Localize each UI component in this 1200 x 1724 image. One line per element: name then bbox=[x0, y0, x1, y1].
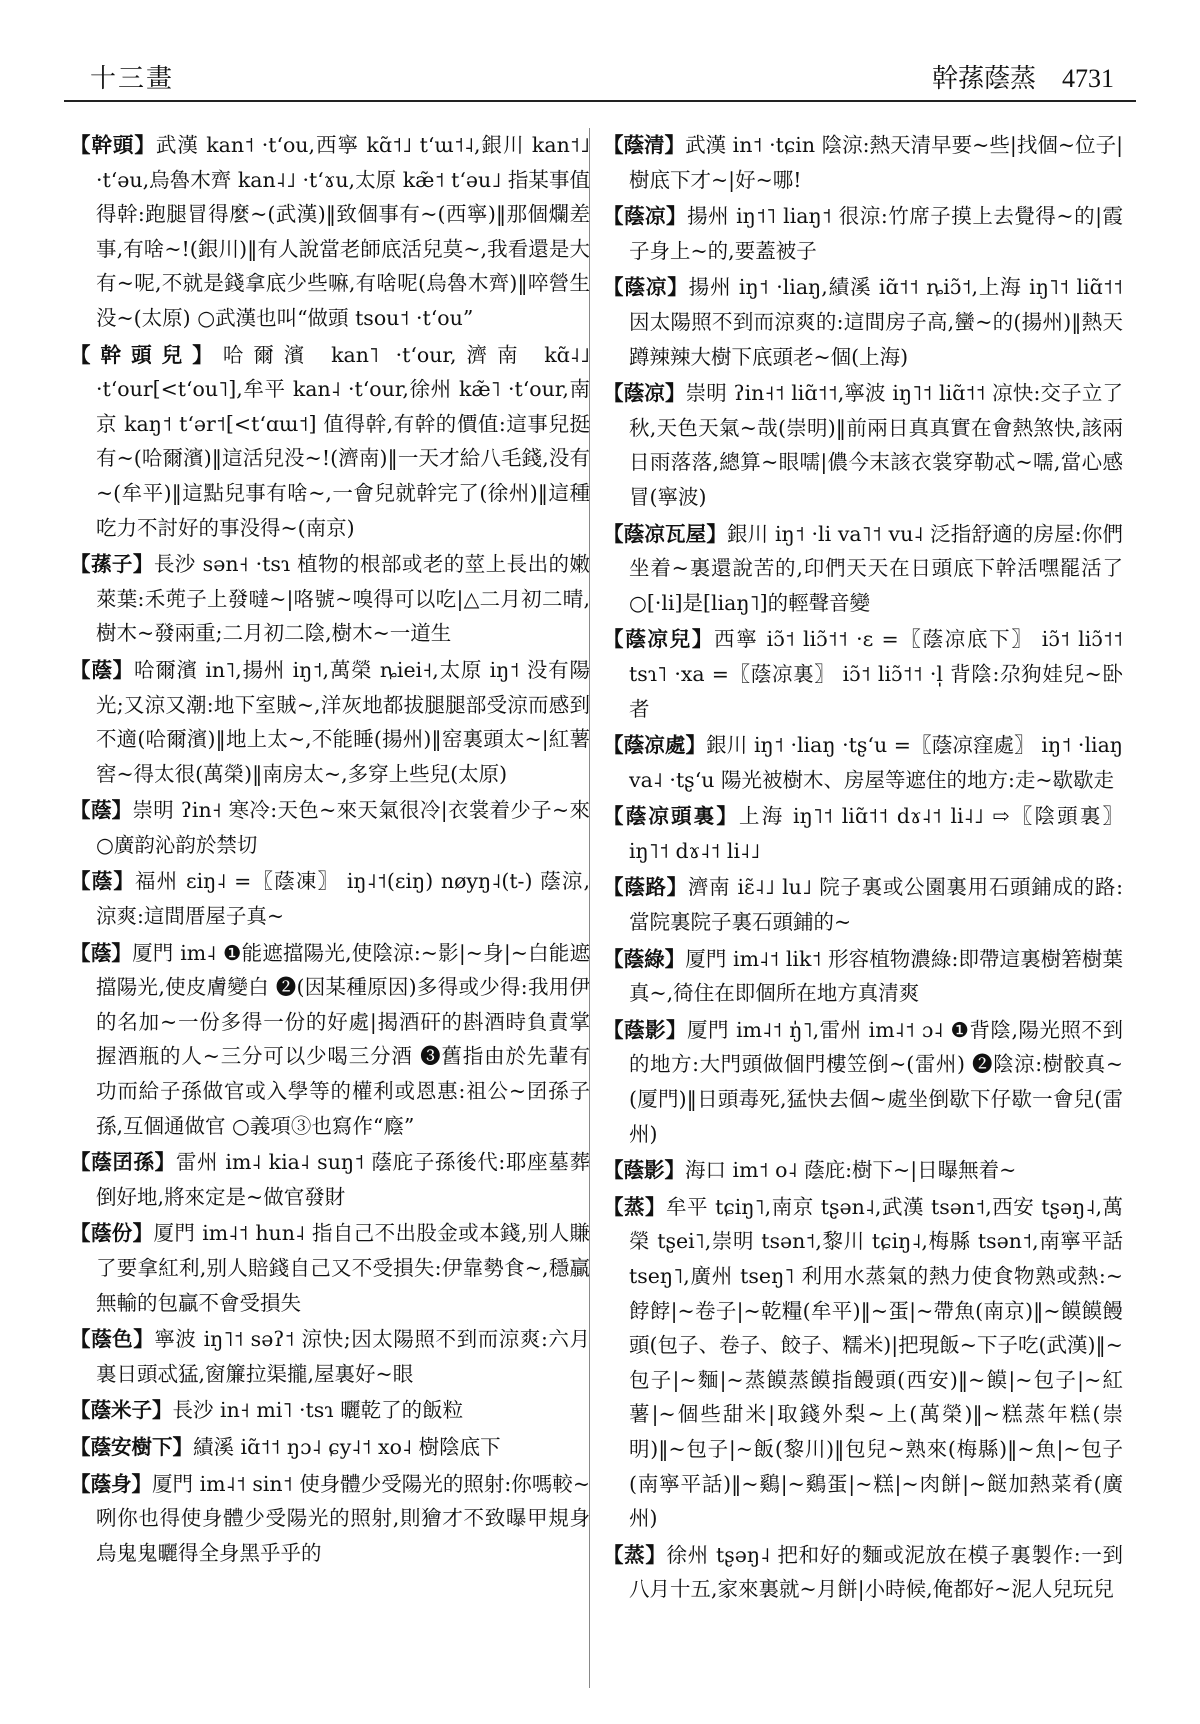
dictionary-entry bbox=[70, 338, 590, 546]
dictionary-entry bbox=[603, 1153, 1123, 1188]
entry-headword: 【蒸】 bbox=[603, 1542, 667, 1567]
entry-headword: 【蔭凉處】 bbox=[603, 733, 707, 758]
header-right bbox=[932, 58, 1114, 95]
entry-headword: 【蔭色】 bbox=[70, 1327, 155, 1352]
entry-definition: 寧波 iŋ˥˦ səʔ˦ 涼快;因太陽照不到而涼爽:六月裏日頭忒猛,窗簾拉渠攏,屋裏好~眼 bbox=[96, 1327, 591, 1386]
dictionary-entry bbox=[603, 517, 1123, 621]
entry-headword: 【蒸】 bbox=[603, 1194, 667, 1219]
entry-headword: 【蔭米子】 bbox=[70, 1398, 173, 1423]
entry-headword: 【蓀子】 bbox=[70, 552, 154, 577]
entry-definition: 長沙 sən˧ ·tsɿ 植物的根部或老的莖上長出的嫩萊葉:禾蔸子上發噠~|咯號~嗅得可以吃|△二月初二晴,樹木~發兩重;二月初二陰,樹木~一道生 bbox=[96, 552, 590, 646]
dictionary-entry bbox=[70, 793, 590, 862]
dictionary-entry bbox=[603, 1538, 1123, 1607]
dictionary-entry bbox=[603, 1190, 1123, 1536]
entry-headword: 【蔭】 bbox=[70, 869, 135, 894]
entry-definition: 崇明 ʔin˧˦ liɑ̃˦˦,寧波 iŋ˥˦ liɑ̃˦˦ 凉快:交子立了秋,天色天氣~哉(崇明)‖前兩日真真實在會熱煞快,該兩日雨落落,總算~眼嚅|儂今末該衣裳穿勒忒~嚅,當心感冒(寧波) bbox=[629, 381, 1123, 509]
entry-definition: 厦門 im˨˦ ŋ̍˥,雷州 im˨˦ ɔ˨ ❶背陰,陽光照不到的地方:大門頭做個門樓笠倒~(雷州) ❷陰涼:樹骹真~(厦門)‖日頭毒死,猛快去個~處坐倒歇下仔歇一會兒(雷州) bbox=[629, 1017, 1123, 1146]
dictionary-entry bbox=[603, 870, 1123, 939]
dictionary-entry bbox=[70, 1467, 590, 1571]
entry-headword: 【蔭清】 bbox=[603, 133, 686, 157]
entry-definition: 揚州 iŋ˦ ·liaŋ,績溪 iɑ̃˦˦ ȵiɔ̃˦,上海 iŋ˥˦ liɑ̃˦˦ 因太陽照不到而涼爽的:這間房子高,蠻~的(揚州)‖熱天蹲辣辣大樹下底頭老~個(上海) bbox=[629, 275, 1123, 369]
entry-definition: 福州 ɛiŋ˨ =〖蔭凍〗 iŋ˨˦(ɛiŋ) nøyŋ˨(t-) 蔭涼,涼爽:這間厝屋子真~ bbox=[96, 869, 591, 929]
entry-headword: 【蔭影】 bbox=[603, 1158, 685, 1183]
entry-definition: 上海 iŋ˥˦ liɑ̃˦˦ dɤ˨˦ li˨˩ ⇨〖陰頭裏〗 iŋ˥˦ dɤ˨˦ li˨˩ bbox=[629, 804, 1124, 863]
entry-headword: 【蔭凉瓦屋】 bbox=[603, 521, 727, 546]
column-divider bbox=[589, 128, 590, 1688]
entry-headword: 【蔭】 bbox=[70, 657, 135, 682]
dictionary-entry bbox=[70, 128, 590, 336]
entry-definition: 西寧 iɔ̃˦ liɔ̃˦˦ ·ɛ =〖蔭凉底下〗 iɔ̃˦ liɔ̃˦˦ tsɿ˥ ·xa =〖蔭凉裏〗 iɔ̃˦ liɔ̃˦˦ ·l̩ 背陰:尕狗娃兒~卧者 bbox=[629, 627, 1123, 721]
entry-definition: 績溪 iɑ̃˦˦ ŋɔ˨ ɕy˨˦ xo˨ 樹陰底下 bbox=[193, 1434, 501, 1459]
entry-definition: 武漢 kan˦ ·tʻou,西寧 kɑ̃˦˩ tʻɯ˦˨,銀川 kan˦˩ ·tʻəu,烏魯木齊 kan˨˩ ·tʻɤu,太原 kæ̃˦ tʻəu˩ 指某事值得幹:跑腿冒得麼~(武漢)‖致個事有~(西寧)‖那個爛差事,有啥~!(銀川)‖有人說當老師底活兒莫~,我看還是大有~呢,不就是錢拿底少些嘛,有啥呢(烏魯木齊)‖啐營生没~(太原) ○武漢也叫“做頭 tsou˦ ·tʻou” bbox=[96, 133, 591, 330]
dictionary-entry bbox=[603, 199, 1123, 268]
entry-headword: 【蔭凉】 bbox=[603, 275, 689, 300]
entry-headword: 【蔭凉】 bbox=[603, 204, 688, 229]
entry-headword: 【蔭身】 bbox=[70, 1471, 153, 1496]
dictionary-entry bbox=[70, 864, 590, 933]
header-title: 幹蓀蔭蒸 bbox=[931, 64, 1036, 94]
dictionary-entry bbox=[603, 942, 1123, 1011]
right-column bbox=[603, 128, 1123, 1609]
entry-headword: 【蔭綠】 bbox=[603, 946, 686, 971]
dictionary-entry bbox=[603, 622, 1123, 726]
entry-definition: 銀川 iŋ˦ ·liaŋ ·tʂʻu =〖蔭凉窪處〗 iŋ˦ ·liaŋ va˨ ·tʂʻu 陽光被樹木、房屋等遮住的地方:走~歇歇走 bbox=[629, 733, 1123, 792]
entry-definition: 揚州 iŋ˦˥ liaŋ˦ 很涼:竹席子摸上去覺得~的|霞子身上~的,要蓋被子 bbox=[629, 204, 1123, 263]
entry-definition: 海口 im˦ o˨ 蔭庇:樹下~|日曝無着~ bbox=[685, 1158, 1017, 1183]
entry-definition: 哈爾濱 in˥,揚州 iŋ˦,萬榮 ȵiei˧,太原 iŋ˦ 没有陽光;又涼又潮:地下室賊~,洋灰地都拔腿腿部受涼而感到不適(哈爾濱)‖地上太~,不能睡(揚州)‖窑裏頭太~|紅薯窖~得太很(萬榮)‖南房太~,多穿上些兒(太原) bbox=[96, 657, 591, 786]
dictionary-entry bbox=[603, 1013, 1123, 1151]
entry-definition: 厦門 im˨ ❶能遮擋陽光,使陰涼:~影|~身|~白能遮擋陽光,使皮膚變白 ❷(因某種原因)多得或少得:我用伊的名加~一份多得一份的好處|揭酒矸的斟酒時負責掌握酒瓶的人~三分可以少喝三分酒 ❸舊指由於先輩有功而給子孫做官或入學等的權利或恩惠:祖公~囝孫子孫,互個通做官 ○義項③也寫作“廕” bbox=[96, 940, 590, 1138]
dictionary-entry bbox=[70, 1322, 590, 1391]
entry-headword: 【蔭囝孫】 bbox=[70, 1150, 176, 1175]
entry-headword: 【幹頭兒】 bbox=[70, 342, 223, 367]
entry-definition: 雷州 im˨ kia˨ suŋ˦ 蔭庇子孫後代:耶座墓葬倒好地,將來定是~做官發財 bbox=[96, 1150, 590, 1209]
entry-headword: 【蔭安樹下】 bbox=[70, 1434, 193, 1459]
dictionary-entry bbox=[70, 936, 590, 1144]
entry-headword: 【蔭凉頭裏】 bbox=[603, 804, 740, 829]
entry-definition: 牟平 tɕiŋ˥,南京 tʂən˨,武漢 tsən˦,西安 tʂəŋ˨,萬榮 tʂei˥,崇明 tsən˦,黎川 tɕiŋ˨,梅縣 tsən˦,南寧平話 tseŋ˥,廣州 tseŋ˥ 利用水蒸氣的熱力使食物熟或熱:~餑餑|~卷子|~乾糧(牟平)‖~蛋|~帶魚(南京)‖~饃饃饅頭(包子、卷子、餃子、糯米)|把現飯~下子吃(武漢)‖~包子|~麵|~蒸饃蒸饃指饅頭(西安)‖~饃|~包子|~紅薯|~個些甜米|取錢外梨~上(萬榮)‖~糕蒸年糕(崇明)‖~包子|~飯(黎川)‖包兒~熟來(梅縣)‖~魚|~包子(南寧平話)‖~鷄|~鷄蛋|~糕|~肉餅|~餸加熱菜肴(廣州) bbox=[629, 1194, 1124, 1531]
section-label: 十三畫 bbox=[90, 64, 175, 94]
entry-definition: 濟南 iɛ̃˨˩ lu˩ 院子裏或公園裏用石頭鋪成的路:當院裏院子裏石頭鋪的~ bbox=[629, 875, 1124, 935]
entry-definition: 長沙 in˧ mi˥ ·tsɿ 曬乾了的飯粒 bbox=[172, 1398, 464, 1423]
page-number: 4731 bbox=[1062, 64, 1114, 93]
dictionary-entry bbox=[70, 1430, 590, 1465]
entry-headword: 【幹頭】 bbox=[70, 133, 156, 157]
entry-headword: 【蔭影】 bbox=[603, 1017, 688, 1042]
entry-headword: 【蔭凉兒】 bbox=[603, 627, 715, 652]
entry-definition: 哈爾濱 kan˥ ·tʻour,濟南 kɑ̃˨˩ ·tʻour[<tʻou˥],牟平 kan˨ ·tʻour,徐州 kæ̃˥ ·tʻour,南京 kaŋ˦ tʻər˦[<tʻɑɯ˦] 值得幹,有幹的價值:這事兒挺有~(哈爾濱)‖這活兒没~!(濟南)‖一天才給八毛錢,没有~(牟平)‖這點兒事有啥~,一會兒就幹完了(徐州)‖這種吃力不討好的事没得~(南京) bbox=[96, 342, 591, 540]
dictionary-entry bbox=[603, 128, 1123, 197]
entry-definition: 厦門 im˨˦ lik˦ 形容植物濃綠:即帶這裏樹箬樹葉真~,徛住在即個所在地方真清爽 bbox=[629, 946, 1123, 1006]
dictionary-entry bbox=[603, 799, 1123, 868]
entry-definition: 厦門 im˨˦ sin˦ 使身體少受陽光的照射:你嗎較~咧你也得使身體少受陽光的照射,則獪才不致曝甲規身烏鬼鬼曬得全身黑乎乎的 bbox=[96, 1471, 590, 1565]
entry-definition: 厦門 im˨˦ hun˨ 指自己不出股金或本錢,别人賺了要拿紅利,别人賠錢自己又不受損失:伊靠勢食~,穩贏無輸的包贏不會受損失 bbox=[96, 1221, 590, 1315]
dictionary-entry bbox=[603, 728, 1123, 797]
dictionary-entry bbox=[70, 1393, 590, 1428]
entry-headword: 【蔭】 bbox=[70, 940, 133, 965]
entry-definition: 武漢 in˦ ·tɕin 陰涼:熱天清早要~些|找個~位子|樹底下才~|好~哪! bbox=[629, 133, 1123, 192]
entry-headword: 【蔭凉】 bbox=[603, 381, 686, 406]
dictionary-entry bbox=[70, 547, 590, 651]
page-header bbox=[64, 50, 1136, 102]
dictionary-entry bbox=[70, 1216, 590, 1320]
entry-headword: 【蔭】 bbox=[70, 798, 133, 823]
dictionary-entry bbox=[70, 1145, 590, 1214]
left-column bbox=[70, 128, 590, 1572]
entry-definition: 銀川 iŋ˦ ·li va˥˦ vu˨ 泛指舒適的房屋:你們坐着~裏還說苦的,印們天天在日頭底下幹活嘿罷活了 ○[·li]是[liaŋ˥]的輕聲音變 bbox=[629, 521, 1124, 615]
entry-definition: 崇明 ʔin˧ 寒冷:天色~來天氣很冷|衣裳着少子~來 ○廣韵沁韵於禁切 bbox=[96, 798, 590, 857]
dictionary-entry bbox=[603, 376, 1123, 514]
entry-headword: 【蔭路】 bbox=[603, 875, 688, 900]
dictionary-entry bbox=[70, 653, 590, 791]
entry-headword: 【蔭份】 bbox=[70, 1221, 154, 1246]
entry-definition: 徐州 tʂəŋ˨ 把和好的麵或泥放在模子裏製作:一到八月十五,家來裏就~月餅|小時候,俺都好~泥人兒玩兒 bbox=[629, 1542, 1123, 1602]
dictionary-entry bbox=[603, 270, 1123, 374]
